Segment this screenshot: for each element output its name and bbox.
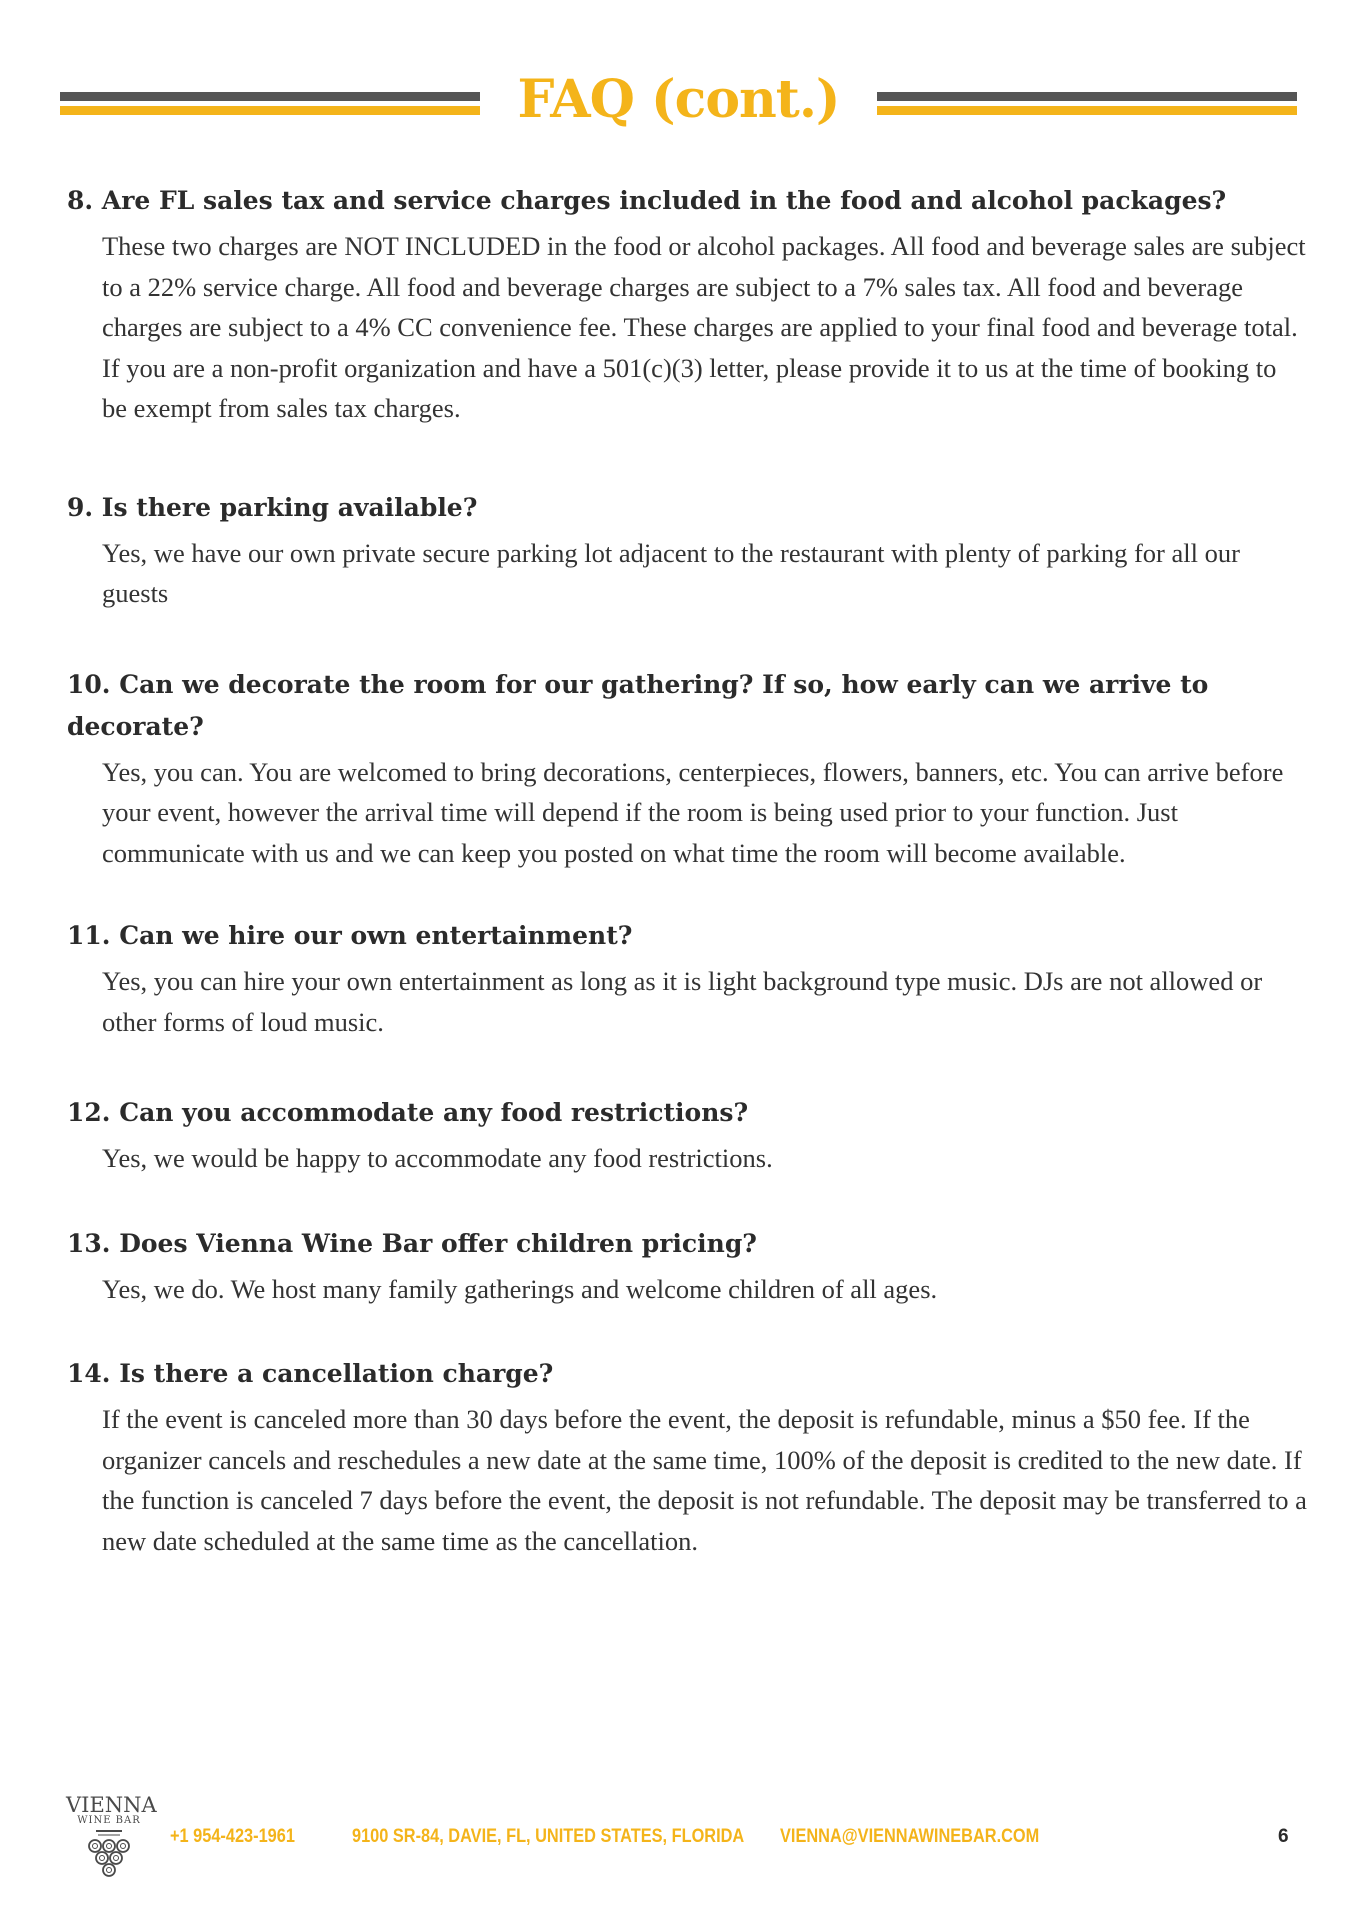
grapes-icon <box>84 1828 134 1886</box>
faq-answer: Yes, we have our own private secure parking lot adjacent to the restaurant with plenty of parking for all our guests <box>102 537 1240 608</box>
faq-item-8 <box>67 180 1307 429</box>
faq-item-10 <box>67 664 1307 874</box>
page-header <box>0 60 1358 140</box>
faq-item-14 <box>67 1353 1307 1561</box>
header-rule-left <box>60 92 480 116</box>
faq-question: 13. Does Vienna Wine Bar offer children pricing? <box>67 1228 757 1258</box>
header-rule-left-dark <box>60 92 480 101</box>
footer-email[interactable]: VIENNA@VIENNAWINEBAR.COM <box>780 1826 1040 1847</box>
faq-answer: If the event is canceled more than 30 days before the event, the deposit is refundable, minus a $50 fee. If the organizer cancels and reschedules a new date at the same time, 100% of the deposit is credited to the new date. If the function is canceled 7 days before the event, the deposit is not refundable. The deposit may be transferred to a new date scheduled at the same time as the cancellation. <box>102 1404 1307 1556</box>
faq-list <box>67 180 1307 1601</box>
faq-item-9 <box>67 487 1307 614</box>
footer-phone[interactable]: +1 954-423-1961 <box>170 1826 295 1847</box>
logo-subtitle: WINE BAR <box>77 1815 141 1826</box>
faq-answer: Yes, we do. We host many family gatherings and welcome children of all ages. <box>102 1273 938 1304</box>
faq-item-13 <box>67 1223 1307 1310</box>
header-rule-right-gold <box>877 106 1297 115</box>
faq-answer: These two charges are NOT INCLUDED in the food or alcohol packages. All food and beverage sales are subject to a 22% service charge. All food and beverage charges are subject to a 7% sales tax. All food and beverage charges are subject to a 4% CC convenience fee. These charges are applied to your final food and beverage total. If you are a non-profit organization and have a 501(c)(3) letter, please provide it to us at the time of booking to be exempt from sales tax charges. <box>102 231 1306 423</box>
faq-answer: Yes, you can. You are welcomed to bring decorations, centerpieces, flowers, banners, etc. You can arrive before your event, however the arrival time will depend if the room is being used prior to your function. Just communicate with us and we can keep you posted on what time the room will become available. <box>102 756 1284 868</box>
vienna-logo <box>66 1793 157 1885</box>
faq-question: 10. Can we decorate the room for our gathering? If so, how early can we arrive to decorate? <box>67 669 1209 741</box>
faq-question: 11. Can we hire our own entertainment? <box>67 921 633 950</box>
logo-name: VIENNA <box>66 1793 157 1817</box>
faq-answer: Yes, we would be happy to accommodate any food restrictions. <box>102 1143 773 1173</box>
faq-item-11 <box>67 915 1307 1042</box>
page-footer <box>0 1795 1358 1895</box>
header-rule-right-dark <box>877 92 1297 101</box>
page-number: 6 <box>1278 1826 1289 1847</box>
faq-question: 8. Are FL sales tax and service charges included in the food and alcohol packages? <box>67 186 1227 215</box>
header-rule-right <box>877 92 1297 116</box>
faq-answer: Yes, you can hire your own entertainment as long as it is light background type music. DJs are not allowed or other forms of loud music. <box>102 966 1263 1037</box>
page-title: FAQ (cont.) <box>517 69 840 130</box>
faq-question: 14. Is there a cancellation charge? <box>67 1359 554 1388</box>
faq-item-12 <box>67 1092 1307 1179</box>
faq-question: 9. Is there parking available? <box>67 492 478 522</box>
footer-address: 9100 SR-84, DAVIE, FL, UNITED STATES, FLORIDA <box>352 1826 745 1847</box>
header-rule-left-gold <box>60 106 480 115</box>
faq-question: 12. Can you accommodate any food restrictions? <box>67 1098 749 1127</box>
